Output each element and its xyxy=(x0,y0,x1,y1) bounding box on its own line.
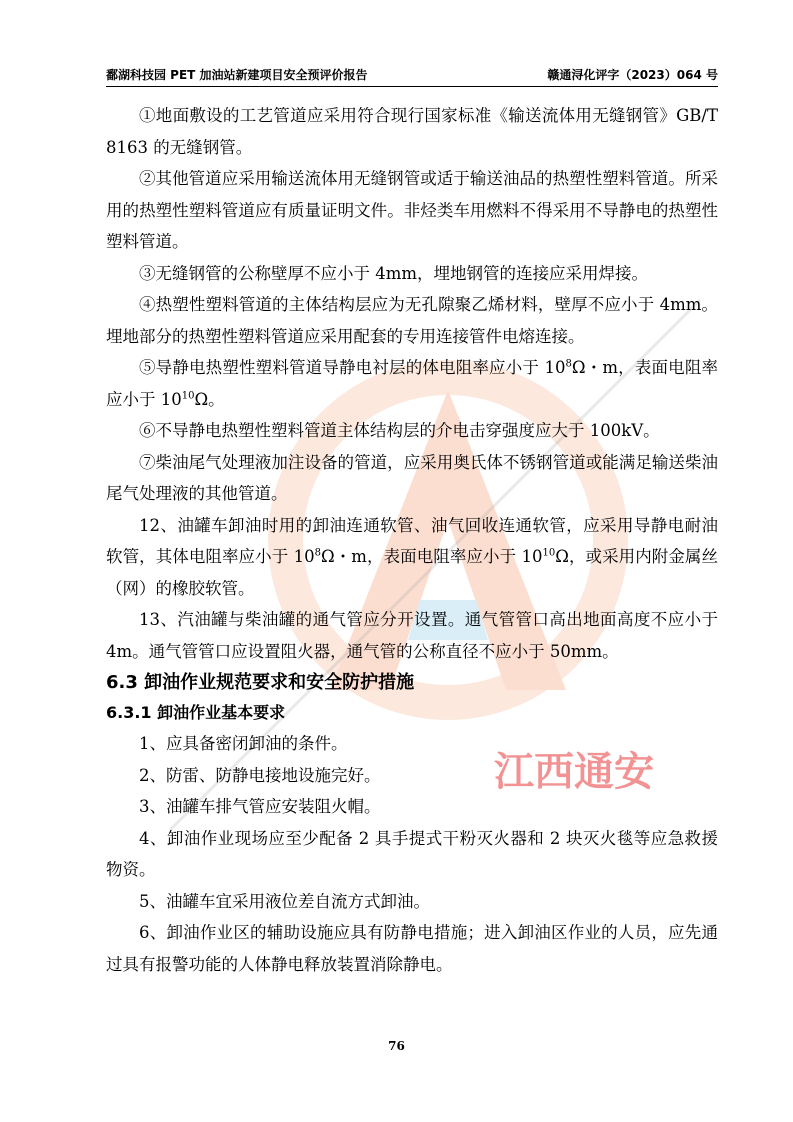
list-item: 4、卸油作业现场应至少配备 2 具手提式干粉灭火器和 2 块灭火毯等应急救援物资。 xyxy=(106,828,718,879)
section-heading: 6.3 卸油作业规范要求和安全防护措施 xyxy=(106,672,415,693)
list-item: 6、卸油作业区的辅助设施应具有防静电措施；进入卸油区作业的人员，应先通过具有报警功能的人体静电释放装置消除静电。 xyxy=(106,923,718,974)
paragraph-13: 13、汽油罐与柴油罐的通气管应分开设置。通气管管口高出地面高度不应小于 4m。通气管管口应设置阻火器，通气管的公称直径不应小于 50mm。 xyxy=(106,610,718,661)
p12-sup-1: 8 xyxy=(314,547,321,559)
list-item: 3、油罐车排气管应安装阻火帽。 xyxy=(139,797,381,816)
header-report-number: 赣通浔化评字（2023）064 号 xyxy=(547,68,718,82)
p5-text-a: ⑤导静电热塑性塑料管道导静电衬层的体电阻率应小于 10 xyxy=(139,358,566,377)
p5-text-b: Ω・m，表面电阻率应小于 10 xyxy=(106,358,718,409)
p12-text-b: Ω・m，表面电阻率应小于 10 xyxy=(320,547,543,566)
paragraph-6: ⑥不导静电热塑性塑料管道主体结构层的介电击穿强度应大于 100kV。 xyxy=(139,421,660,440)
subsection-heading: 6.3.1 卸油作业基本要求 xyxy=(106,703,286,722)
p12-text-a: 12、油罐车卸油时用的卸油连通软管、油气回收连通软管，应采用导静电耐油软管，其体电阻率应小于 10 xyxy=(106,515,718,566)
list-item: 2、防雷、防静电接地设施完好。 xyxy=(139,765,381,785)
list-item: 5、油罐车宜采用液位差自流方式卸油。 xyxy=(139,891,430,911)
paragraph-12 xyxy=(106,510,718,605)
p12-text-c: Ω，或采用内附金属丝（网）的橡胶软管。 xyxy=(106,547,718,598)
header-title: 鄱湖科技园 PET 加油站新建项目安全预评价报告 xyxy=(106,68,368,82)
paragraph-1: ①地面敷设的工艺管道应采用符合现行国家标准《输送流体用无缝钢管》GB/T 8163 的无缝钢管。 xyxy=(106,106,718,157)
paragraph-3: ③无缝钢管的公称壁厚不应小于 4mm，埋地钢管的连接应采用焊接。 xyxy=(139,263,649,283)
p12-sup-2: 10 xyxy=(542,547,556,559)
page-number: 76 xyxy=(388,1039,405,1053)
page-header xyxy=(106,66,718,84)
header-divider xyxy=(106,86,718,87)
document-body xyxy=(106,100,718,980)
paragraph-2: ②其他管道应采用输送流体用无缝钢管或适于输送油品的热塑性塑料管道。所采用的热塑性塑料管道应有质量证明文件。非烃类车用燃料不得采用不导静电的热塑性塑料管道。 xyxy=(106,169,718,251)
p5-sup-2: 10 xyxy=(181,390,195,401)
p5-sup-1: 8 xyxy=(565,358,572,370)
paragraph-7: ⑦柴油尾气处理液加注设备的管道，应采用奥氏体不锈钢管道或能满足输送柴油尾气处理液的其他管道。 xyxy=(106,452,718,503)
watermark-text: 江西通安 xyxy=(494,749,654,795)
paragraph-4: ④热塑性塑料管道的主体结构层应为无孔隙聚乙烯材料，壁厚不应小于 4mm。埋地部分的热塑性塑料管道应采用配套的专用连接管件电熔连接。 xyxy=(106,295,718,346)
list-item: 1、应具备密闭卸油的条件。 xyxy=(139,734,348,753)
p5-text-c: Ω。 xyxy=(194,389,225,409)
paragraph-5 xyxy=(106,352,718,415)
